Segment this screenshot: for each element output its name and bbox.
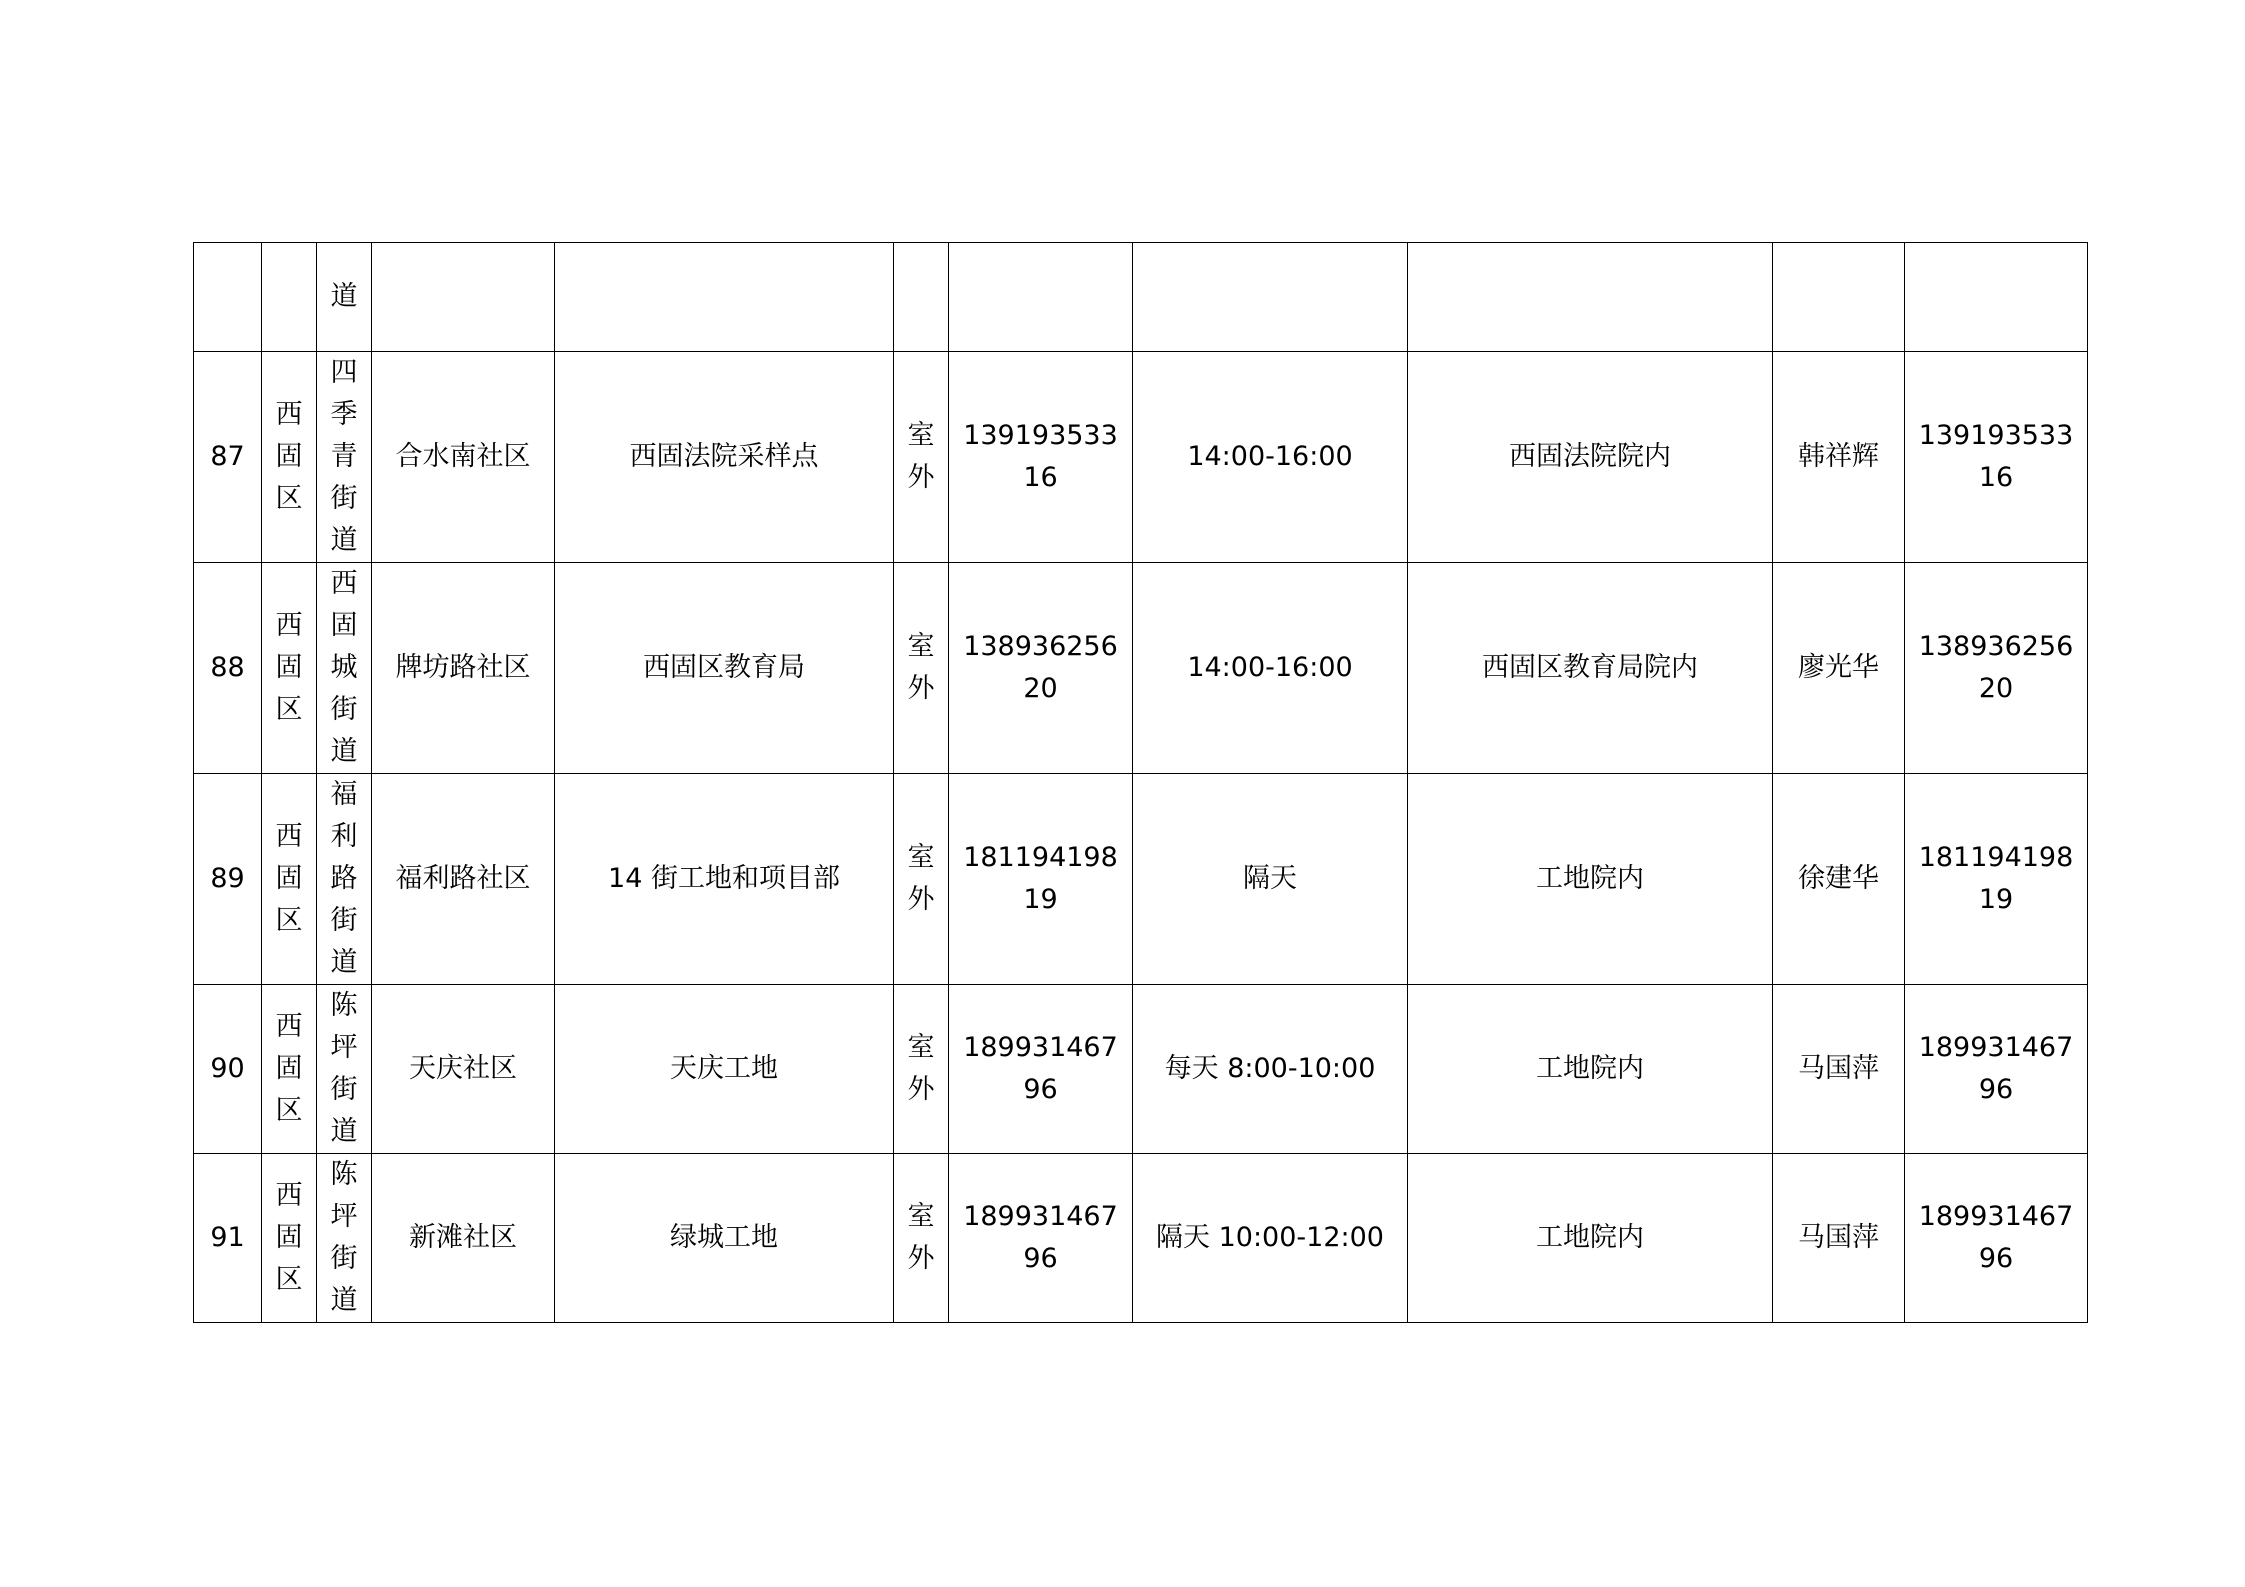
cell-contact-phone: 18119419819 (1905, 774, 2088, 985)
cell-community: 合水南社区 (372, 352, 555, 563)
cell-site-phone: 18993146796 (949, 1154, 1133, 1323)
table-row (194, 352, 2088, 563)
cell-no: 91 (194, 1154, 262, 1323)
cell-time: 14:00-16:00 (1133, 352, 1408, 563)
cell-community: 福利路社区 (372, 774, 555, 985)
cell-contact-phone (1905, 243, 2088, 352)
cell-location: 西固法院院内 (1408, 352, 1773, 563)
cell-street: 陈坪街道 (317, 1154, 372, 1323)
sampling-sites-table (193, 242, 2088, 1323)
cell-community: 牌坊路社区 (372, 563, 555, 774)
table-row (194, 563, 2088, 774)
cell-time: 隔天 (1133, 774, 1408, 985)
cell-site: 天庆工地 (555, 985, 894, 1154)
cell-district: 西固区 (262, 774, 317, 985)
cell-contact (1773, 243, 1905, 352)
cell-contact-phone: 18993146796 (1905, 1154, 2088, 1323)
cell-no: 89 (194, 774, 262, 985)
cell-type: 室外 (894, 352, 949, 563)
cell-district: 西固区 (262, 1154, 317, 1323)
cell-street: 四季青街道 (317, 352, 372, 563)
cell-street: 西固城街道 (317, 563, 372, 774)
cell-site: 西固区教育局 (555, 563, 894, 774)
cell-site: 14 街工地和项目部 (555, 774, 894, 985)
cell-district: 西固区 (262, 985, 317, 1154)
cell-location (1408, 243, 1773, 352)
cell-site: 绿城工地 (555, 1154, 894, 1323)
cell-site-phone (949, 243, 1133, 352)
cell-type: 室外 (894, 774, 949, 985)
cell-contact: 韩祥辉 (1773, 352, 1905, 563)
table-row (194, 985, 2088, 1154)
cell-community: 新滩社区 (372, 1154, 555, 1323)
cell-contact-phone: 13893625620 (1905, 563, 2088, 774)
cell-site: 西固法院采样点 (555, 352, 894, 563)
cell-location: 工地院内 (1408, 774, 1773, 985)
cell-contact: 马国萍 (1773, 985, 1905, 1154)
cell-time: 每天 8:00-10:00 (1133, 985, 1408, 1154)
cell-no (194, 243, 262, 352)
cell-street: 陈坪街道 (317, 985, 372, 1154)
cell-location: 工地院内 (1408, 985, 1773, 1154)
cell-type: 室外 (894, 563, 949, 774)
cell-site-phone: 18119419819 (949, 774, 1133, 985)
cell-time: 14:00-16:00 (1133, 563, 1408, 774)
cell-location: 西固区教育局院内 (1408, 563, 1773, 774)
cell-time (1133, 243, 1408, 352)
cell-no: 90 (194, 985, 262, 1154)
cell-street: 福利路街道 (317, 774, 372, 985)
cell-site-phone: 13893625620 (949, 563, 1133, 774)
cell-district (262, 243, 317, 352)
cell-contact-phone: 13919353316 (1905, 352, 2088, 563)
cell-type (894, 243, 949, 352)
cell-no: 88 (194, 563, 262, 774)
table-row-continued (194, 243, 2088, 352)
cell-contact-phone: 18993146796 (1905, 985, 2088, 1154)
cell-contact: 廖光华 (1773, 563, 1905, 774)
cell-district: 西固区 (262, 352, 317, 563)
cell-time: 隔天 10:00-12:00 (1133, 1154, 1408, 1323)
cell-site-phone: 13919353316 (949, 352, 1133, 563)
cell-community (372, 243, 555, 352)
cell-site (555, 243, 894, 352)
cell-no: 87 (194, 352, 262, 563)
cell-street: 道 (317, 243, 372, 352)
cell-location: 工地院内 (1408, 1154, 1773, 1323)
cell-type: 室外 (894, 985, 949, 1154)
cell-community: 天庆社区 (372, 985, 555, 1154)
cell-contact: 马国萍 (1773, 1154, 1905, 1323)
cell-site-phone: 18993146796 (949, 985, 1133, 1154)
cell-type: 室外 (894, 1154, 949, 1323)
table-row (194, 774, 2088, 985)
table-row (194, 1154, 2088, 1323)
cell-district: 西固区 (262, 563, 317, 774)
cell-contact: 徐建华 (1773, 774, 1905, 985)
